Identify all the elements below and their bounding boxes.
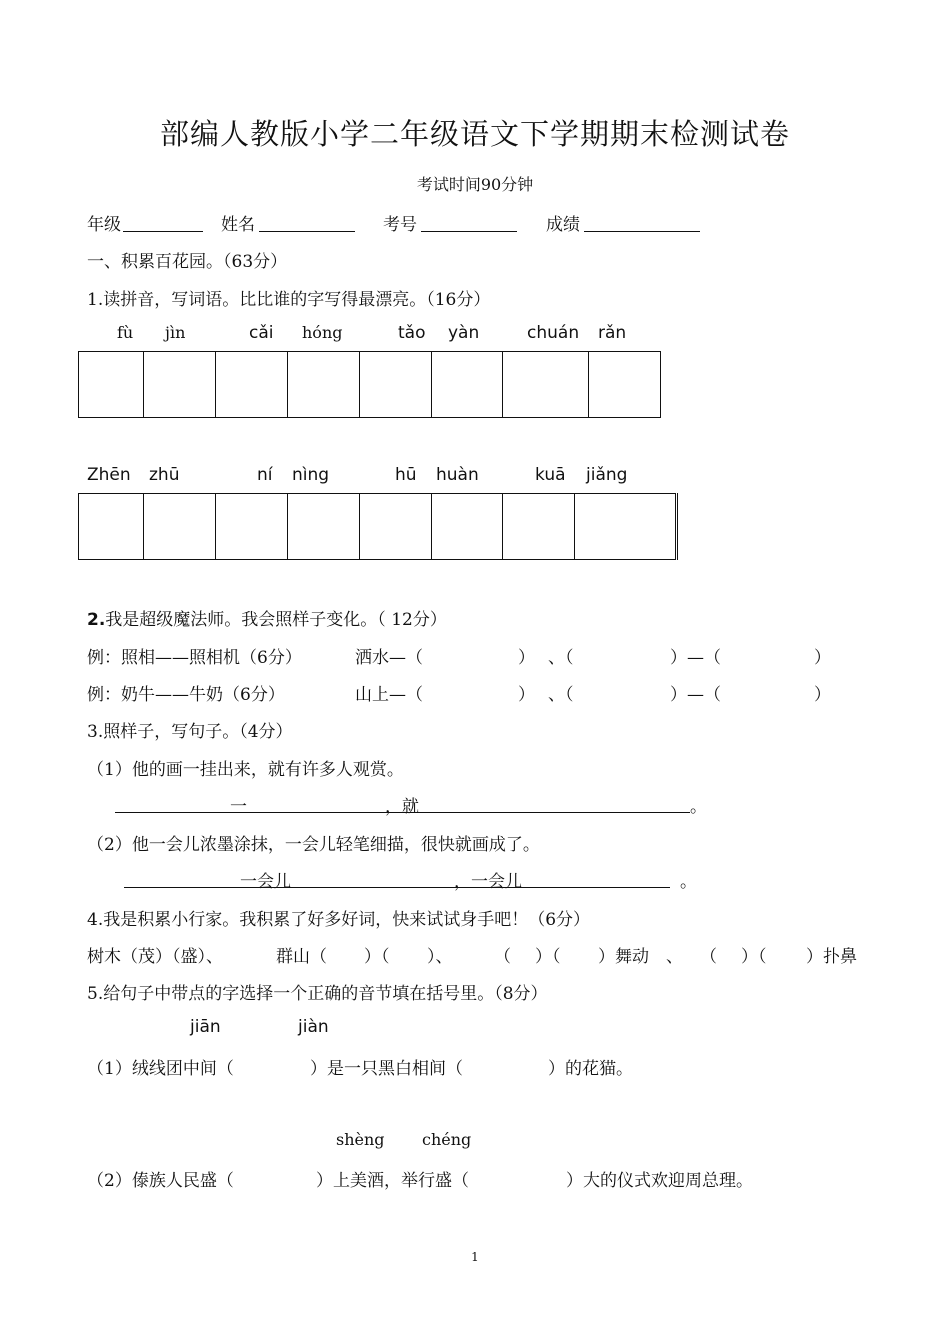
writing-cell[interactable] — [216, 494, 288, 560]
sentence-fragment: ，就 — [385, 797, 419, 817]
paren: ） — [814, 648, 831, 668]
pinyin-label: hóng — [302, 323, 343, 342]
word-item: ）扑鼻 — [806, 947, 857, 967]
writing-cell[interactable] — [288, 352, 360, 418]
paren: ）—（ — [670, 648, 721, 668]
sentence-part: ）上美酒，举行盛（ — [316, 1171, 469, 1191]
pinyin-label: Zhēn — [87, 465, 131, 485]
word-item: ）（ — [741, 947, 767, 967]
example-sentence-1: （1）他的画一挂出来，就有许多人观赏。 — [87, 760, 404, 780]
question-4-prompt: 4.我是积累小行家。我积累了好多好词，快来试试身手吧！（6分） — [87, 910, 591, 930]
pinyin-label: chuán — [527, 323, 580, 343]
question-2-number: 2. — [87, 610, 106, 630]
writing-cell[interactable] — [216, 352, 288, 418]
word-item: ）舞动 — [598, 947, 649, 967]
word-item: ）（ — [535, 947, 561, 967]
pinyin-label: hū — [395, 465, 417, 485]
sentence-part: ）的花猫。 — [548, 1059, 633, 1079]
answer-line-1[interactable] — [115, 812, 690, 813]
word-item: 、 — [666, 947, 683, 967]
pinyin-label: zhū — [149, 465, 180, 485]
paren: 、（ — [548, 685, 574, 705]
writing-cell[interactable] — [288, 494, 360, 560]
transform-word-1: 洒水—（ — [355, 648, 423, 668]
name-label: 姓名 — [221, 215, 255, 235]
question-3-prompt: 3.照样子，写句子。（4分） — [87, 722, 293, 742]
score-label: 成绩 — [546, 215, 580, 235]
word-item: （ — [700, 947, 717, 967]
period: 。 — [690, 797, 707, 817]
writing-cell[interactable] — [432, 494, 503, 560]
sentence-part: ）是一只黑白相间（ — [310, 1059, 463, 1079]
word-item: 群山（ — [276, 947, 327, 967]
question-2-prompt — [87, 605, 447, 630]
transform-word-2: 山上—（ — [355, 685, 423, 705]
pinyin-label: jìn — [165, 323, 186, 342]
word-item: （ — [494, 947, 511, 967]
writing-cell[interactable] — [432, 352, 503, 418]
writing-grid-row-2 — [78, 493, 678, 560]
paren: 、（ — [548, 648, 574, 668]
paren: ）—（ — [670, 685, 721, 705]
pinyin-label: fù — [117, 323, 134, 342]
score-blank[interactable] — [584, 231, 700, 232]
page-title: 部编人教版小学二年级语文下学期期末检测试卷 — [159, 117, 790, 151]
paren: ） — [518, 685, 535, 705]
example-sentence-2: （2）他一会儿浓墨涂抹，一会儿轻笔细描，很快就画成了。 — [87, 835, 540, 855]
pinyin-option: jiān — [190, 1017, 221, 1037]
writing-cell[interactable] — [503, 494, 575, 560]
sentence-fragment: 一会儿 — [240, 872, 291, 892]
pinyin-label: cǎi — [249, 323, 274, 343]
writing-cell[interactable] — [79, 494, 144, 560]
pinyin-label: jiǎng — [586, 465, 628, 485]
exam-number-label: 考号 — [383, 215, 417, 235]
period: 。 — [680, 872, 697, 892]
sentence-fragment: 一 — [230, 797, 247, 817]
word-item: 树木（茂）（盛）、 — [87, 947, 223, 967]
writing-grid-row-1 — [78, 351, 661, 418]
writing-cell[interactable] — [360, 352, 432, 418]
pinyin-option: shèng — [336, 1130, 385, 1149]
pinyin-label: kuā — [535, 465, 566, 485]
writing-cell[interactable] — [144, 494, 216, 560]
writing-cell[interactable] — [79, 352, 144, 418]
writing-cell[interactable] — [360, 494, 432, 560]
sentence-fragment: ，一会儿 — [454, 872, 522, 892]
pinyin-label: nìng — [292, 465, 330, 485]
paren: ） — [518, 648, 535, 668]
section-heading: 一、积累百花园。（63分） — [87, 252, 288, 272]
sentence-part: ）大的仪式欢迎周总理。 — [566, 1171, 753, 1191]
exam-number-blank[interactable] — [421, 231, 517, 232]
pinyin-option: jiàn — [298, 1017, 329, 1037]
example-1: 例：照相——照相机（6分） — [87, 648, 302, 668]
paren: ） — [814, 685, 831, 705]
grade-label: 年级 — [87, 215, 121, 235]
page-number: 1 — [471, 1250, 479, 1264]
answer-line-2[interactable] — [124, 887, 670, 888]
name-blank[interactable] — [259, 231, 355, 232]
pinyin-label: yàn — [448, 323, 480, 343]
sentence-part: （1）绒线团中间（ — [87, 1059, 234, 1079]
pinyin-label: rǎn — [598, 323, 627, 343]
sentence-part: （2）傣族人民盛（ — [87, 1171, 234, 1191]
question-1-prompt: 1.读拼音，写词语。比比谁的字写得最漂亮。（16分） — [87, 290, 491, 310]
pinyin-label: ní — [257, 465, 273, 485]
exam-duration: 考试时间90分钟 — [416, 175, 534, 194]
word-item: ）（ — [364, 947, 390, 967]
question-5-prompt: 5.给句子中带点的字选择一个正确的音节填在括号里。（8分） — [87, 984, 548, 1004]
word-item: ）、 — [427, 947, 453, 967]
grade-blank[interactable] — [123, 231, 203, 232]
pinyin-label: huàn — [436, 465, 479, 485]
example-2: 例：奶牛——牛奶（6分） — [87, 685, 285, 705]
writing-cell[interactable] — [589, 352, 661, 418]
question-2-text: 我是超级魔法师。我会照样子变化。（ 12分） — [105, 610, 447, 630]
writing-cell[interactable] — [503, 352, 589, 418]
pinyin-option: chéng — [422, 1130, 472, 1149]
writing-cell[interactable] — [575, 494, 677, 560]
writing-cell[interactable] — [144, 352, 216, 418]
pinyin-label: tǎo — [398, 323, 426, 343]
